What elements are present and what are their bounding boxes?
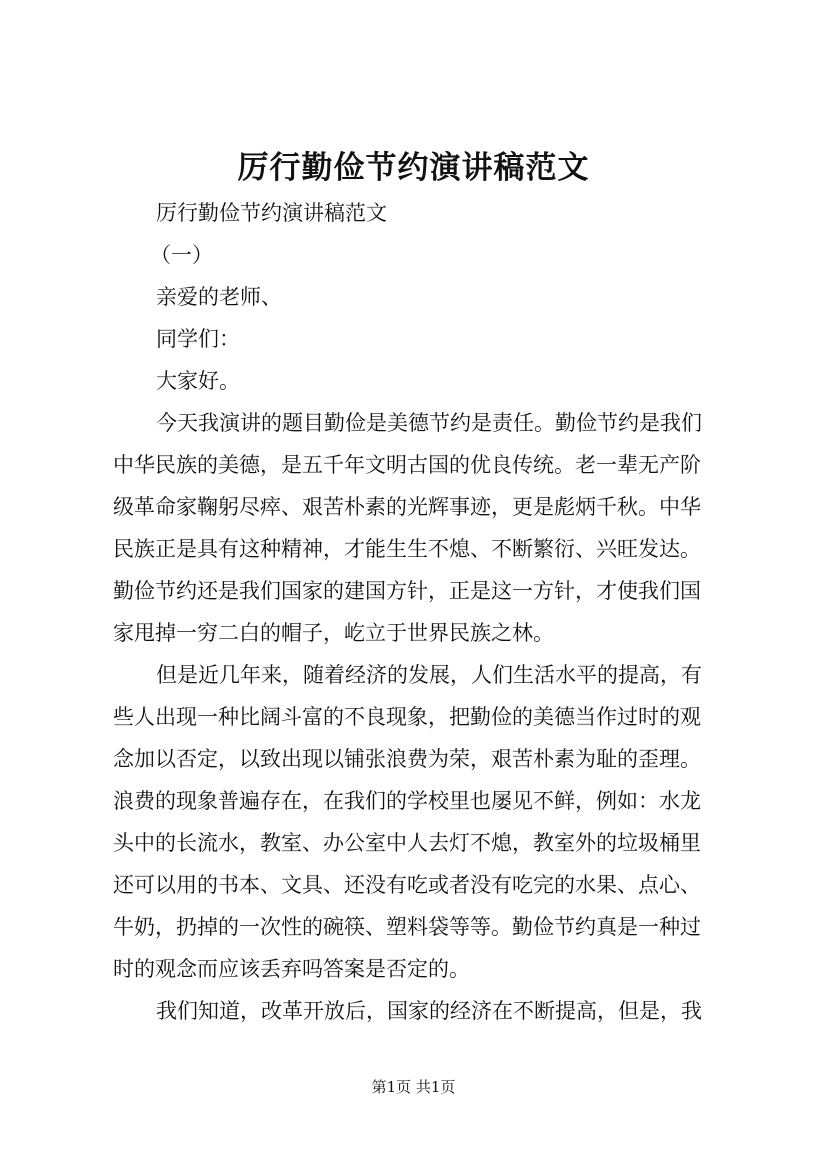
- text-line: 家甩掉一穷二白的帽子，屹立于世界民族之林。: [113, 621, 554, 645]
- text-line: 但是近几年来，随着经济的发展，人们生活水平的提高，有: [156, 663, 702, 687]
- text-line: 头中的长流水，教室、办公室中人去灯不熄，教室外的垃圾桶里: [113, 831, 701, 855]
- text-line: 民族正是具有这种精神，才能生生不熄、不断繁衍、兴旺发达。: [113, 537, 701, 561]
- page-footer: 第1页 共1页: [371, 1078, 456, 1096]
- text-line: 厉行勤俭节约演讲稿范文: [156, 201, 387, 225]
- text-line: 同学们：: [156, 327, 240, 351]
- text-line: 今天我演讲的题目勤俭是美德节约是责任。勤俭节约是我们: [156, 411, 702, 435]
- text-line: 勤俭节约还是我们国家的建国方针，正是这一方针，才使我们国: [113, 579, 701, 603]
- text-line: 时的观念而应该丢弃吗答案是否定的。: [113, 957, 470, 981]
- document-title: 厉行勤俭节约演讲稿范文: [237, 150, 590, 186]
- text-line: 大家好。: [156, 369, 240, 393]
- text-line: 中华民族的美德，是五千年文明古国的优良传统。老一辈无产阶: [113, 453, 701, 477]
- text-line: 我们知道，改革开放后，国家的经济在不断提高，但是，我: [156, 999, 702, 1023]
- text-line: 亲爱的老师、: [156, 285, 282, 309]
- text-line: 级革命家鞠躬尽瘁、艰苦朴素的光辉事迹，更是彪炳千秋。中华: [113, 495, 701, 519]
- text-line: 浪费的现象普遍存在，在我们的学校里也屡见不鲜，例如：水龙: [113, 789, 701, 813]
- text-line: 还可以用的书本、文具、还没有吃或者没有吃完的水果、点心、: [113, 873, 701, 897]
- text-line: 牛奶，扔掉的一次性的碗筷、塑料袋等等。勤俭节约真是一种过: [113, 915, 701, 939]
- text-line: （一）: [150, 243, 213, 267]
- text-line: 些人出现一种比阔斗富的不良现象，把勤俭的美德当作过时的观: [113, 705, 701, 729]
- text-line: 念加以否定，以致出现以铺张浪费为荣，艰苦朴素为耻的歪理。: [113, 747, 701, 771]
